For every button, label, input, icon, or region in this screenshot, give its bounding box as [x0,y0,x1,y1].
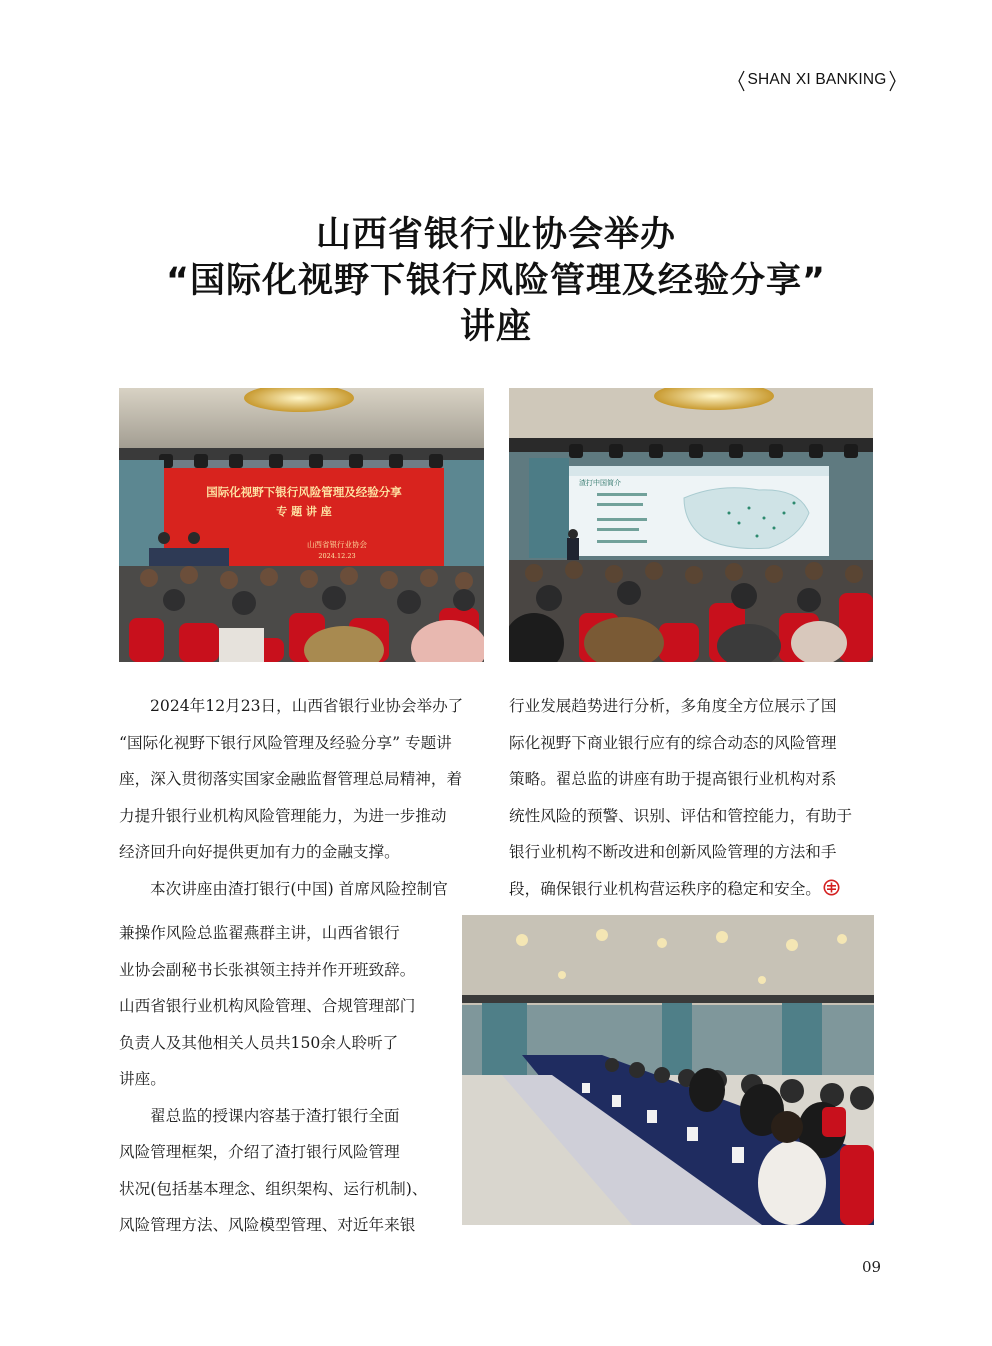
p3-line: 风险管理方法、风险模型管理、对近年来银 [119,1216,416,1234]
section-tag-text: SHAN XI BANKING [747,71,887,88]
p2-line: 兼操作风险总监翟燕群主讲，山西省银行 [119,924,400,942]
title-line-1: 山西省银行业协会举办 [315,215,676,255]
photo-lecture-stage [119,388,484,662]
p1-line: 经济回升向好提供更加有力的金融支撑。 [119,843,400,861]
p1-line: 2024年12月23日，山西省银行业协会举办了 [150,697,464,715]
photo-presentation-slide [509,388,873,662]
p2-line: 讲座。 [119,1070,166,1088]
banner-title: 国际化视野下银行风险管理及经验分享 [206,485,402,499]
p3-line: 风险管理框架，介绍了渣打银行风险管理 [119,1143,400,1161]
body-paragraph-2 [119,915,449,1244]
p3-line: 段，确保银行业机构营运秩序的稳定和安全。 [509,879,821,898]
photo-audience [462,915,874,1225]
p1-line: 座，深入贯彻落实国家金融监督管理总局精神，着 [119,770,463,788]
p2-line: 业协会副秘书长张祺领主持并作开班致辞。 [119,960,416,979]
page-number: 09 [862,1258,882,1276]
p3-line: 策略。翟总监的讲座有助于提高银行业机构对系 [509,770,837,788]
article-end-logo-icon [823,879,840,896]
title-line-2: “国际化视野下银行风险管理及经验分享” [165,261,826,301]
p3-line: 际化视野下商业银行应有的综合动态的风险管理 [509,733,837,752]
p2-line: 本次讲座由渣打银行(中国) 首席风险控制官 [150,879,448,898]
p3-line: 状况(包括基本理念、组织架构、运行机制)、 [119,1179,428,1198]
magazine-section-tag [737,70,897,92]
p3-line: 行业发展趋势进行分析，多角度全方位展示了国 [509,697,837,715]
body-paragraph-3 [119,1098,449,1244]
p2-line: 负责人及其他相关人员共150余人聆听了 [119,1033,399,1052]
p3-line: 银行业机构不断改进和创新风险管理的方法和手 [509,843,837,861]
article-title [60,212,932,350]
body-paragraph-3-continued [509,688,875,907]
p3-line: 翟总监的授课内容基于渣打银行全面 [150,1106,400,1125]
p1-line: “国际化视野下银行风险管理及经验分享” 专题讲 [119,733,452,752]
banner-subtitle: 专 题 讲 座 [276,505,332,518]
p3-line: 统性风险的预警、识别、评估和管控能力，有助于 [509,806,853,825]
p2-line: 山西省银行业机构风险管理、合规管理部门 [119,997,416,1015]
slide-title: 渣打中国简介 [579,479,621,487]
body-paragraph-1 [119,688,485,907]
p3-last-line [509,871,875,908]
banner-date: 2024.12.23 [318,552,356,560]
title-line-3: 讲座 [459,307,532,347]
banner-organizer: 山西省银行业协会 [307,540,367,549]
p1-line: 力提升银行业机构风险管理能力，为进一步推动 [119,806,447,825]
